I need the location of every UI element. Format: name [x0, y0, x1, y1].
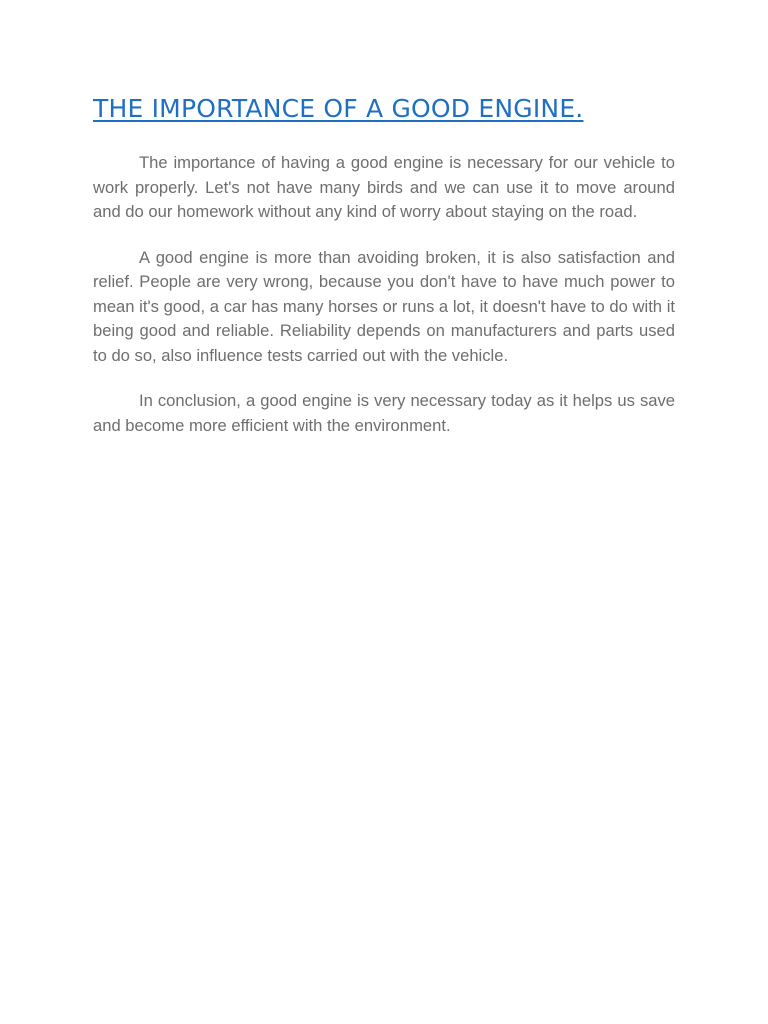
- document-body: [93, 92, 675, 438]
- paragraph-introduction: The importance of having a good engine is necessary for our vehicle to work properly. Let's not have many birds and we can use it to move around and do our homework without any kind of worry about staying on the road.: [93, 153, 675, 221]
- document-title: THE IMPORTANCE OF A GOOD ENGINE.: [93, 94, 584, 123]
- paragraph-body: A good engine is more than avoiding broken, it is also satisfaction and relief. People are very wrong, because you don't have to have much power to mean it's good, a car has many horses or runs a lot, it doesn't have to do with it being good and reliable. Reliability depends on manufacturers and parts used to do so, also influence tests carried out with the vehicle.: [93, 247, 675, 365]
- paragraph-conclusion: In conclusion, a good engine is very necessary today as it helps us save and become more efficient with the environment.: [93, 391, 675, 435]
